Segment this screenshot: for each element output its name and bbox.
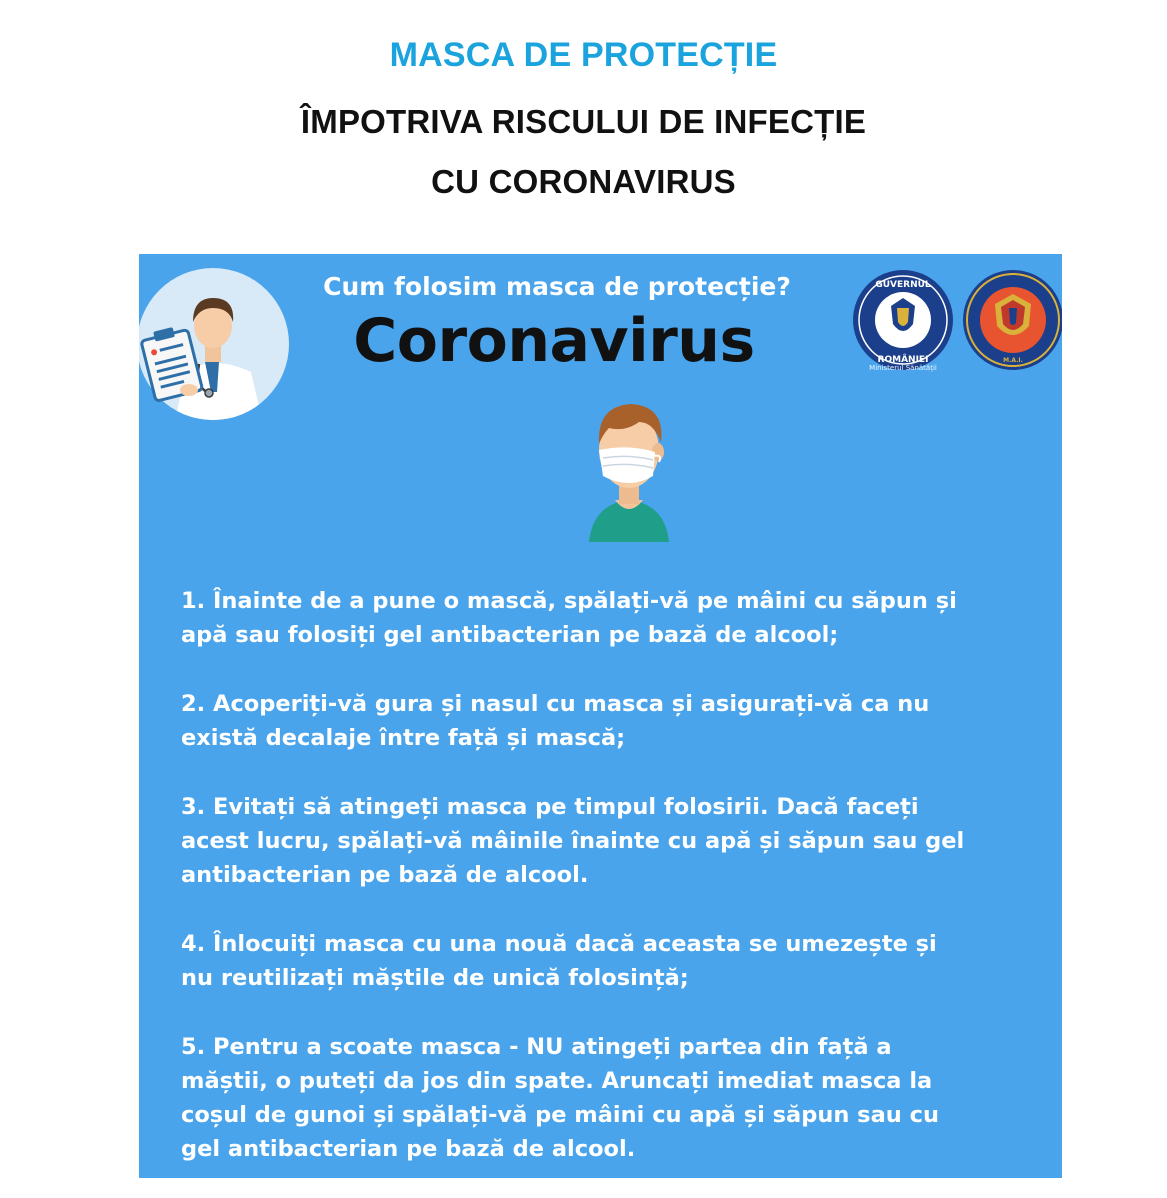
document-subtitle-line-1: ÎMPOTRIVA RISCULUI DE INFECȚIE <box>300 103 867 140</box>
instruction-5: 5. Pentru a scoate masca - NU atingeți partea din față a măștii, o puteți da jos din spate. Aruncați imediat masca la coșul de gunoi și spălați-vă pe mâini cu apă și săpun sau cu gel antibacterian pe bază de alcool. <box>181 1034 939 1162</box>
instruction-3: 3. Evitați să atingeți masca pe timpul folosirii. Dacă faceți acest lucru, spălați-vă mâinile înainte cu apă și săpun sau gel antibacterian pe bază de alcool. <box>181 794 965 888</box>
dsu-seal-icon <box>961 268 1062 372</box>
infographic-poster <box>139 254 1062 1178</box>
doctor-icon <box>139 262 293 422</box>
poster-subtitle: Cum folosim masca de protecție? <box>323 272 791 301</box>
instruction-2: 2. Acoperiți-vă gura și nasul cu masca și asigurați-vă ca nu există decalaje între față și mască; <box>181 691 930 751</box>
guvernul-romaniei-seal-icon <box>851 268 955 372</box>
instructions-list <box>181 584 1041 1178</box>
instruction-4: 4. Înlocuiți masca cu una nouă dacă aceasta se umezește și nu reutilizați măștile de unică folosință; <box>181 931 937 991</box>
instruction-1: 1. Înainte de a pune o mască, spălați-vă pe mâini cu săpun și apă sau folosiți gel antibacterian pe bază de alcool; <box>181 588 957 648</box>
seal-gov-bottom-text: ROMÂNIEI <box>877 355 929 365</box>
document-title: MASCA DE PROTECȚIE <box>389 36 778 74</box>
poster-title: Coronavirus <box>353 306 755 376</box>
document-subtitle-line-2: CU CORONAVIRUS <box>431 163 736 200</box>
seal-gov-top-text: GUVERNUL <box>875 280 931 290</box>
ministry-caption: Ministerul Sănătății <box>869 364 937 372</box>
person-mask-icon <box>579 392 679 542</box>
seal-dsu-bottom-text: M.A.I. <box>1003 357 1023 364</box>
